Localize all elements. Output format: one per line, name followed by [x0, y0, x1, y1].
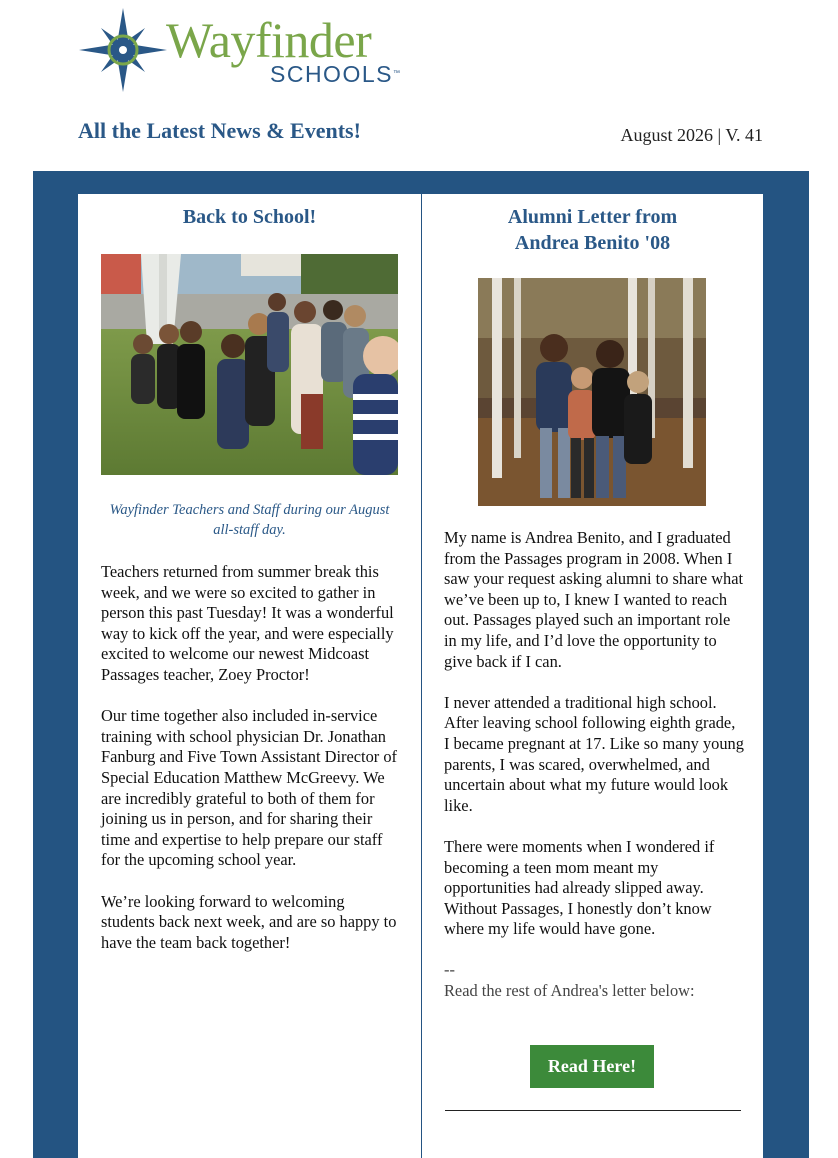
left-column-title: Back to School!	[182, 206, 317, 228]
logo-wordmark: Wayfinder	[166, 12, 372, 68]
read-rest-label: Read the rest of Andrea's letter below:	[444, 981, 695, 1001]
right-paragraph: My name is Andrea Benito, and I graduated from the Passages program in 2008. When I saw your request asking alumni to share what we’ve been up to, I knew I wanted to reach out. Passages played such an important role in my life, and I’d love the opportunity to give back if I can.	[444, 528, 744, 671]
alumni-family-photo[interactable]	[478, 278, 706, 506]
left-paragraph: Teachers returned from summer break this week, and we were so excited to gather in person this past Tuesday! It was a wonderful way to kick off the year, and were especially excited to welcome our newest Midcoast Passages teacher, Zoey Proctor!	[101, 562, 394, 684]
logo-subword	[270, 60, 400, 88]
letter-separator: --	[444, 960, 455, 980]
logo-subword-text: SCHOOLS	[270, 61, 393, 87]
right-title-line1: Alumni Letter from	[507, 206, 678, 228]
section-divider	[445, 1110, 741, 1111]
read-here-button[interactable]: Read Here!	[530, 1045, 654, 1088]
right-column	[422, 194, 763, 1158]
right-paragraph: I never attended a traditional high school. After leaving school following eighth grade, I became pregnant at 17. Like so many young parents, I was scared, overwhelmed, and uncertain about what my future would look like.	[444, 692, 744, 815]
compass-star-icon	[78, 4, 170, 96]
issue-date: August 2026 | V. 41	[620, 125, 763, 145]
right-title-line2: Andrea Benito '08	[514, 232, 671, 254]
left-article-body	[101, 562, 401, 974]
wayfinder-logo[interactable]	[78, 4, 408, 96]
right-article-body	[444, 528, 744, 1002]
family-photo-icon	[478, 278, 706, 506]
right-column-title	[422, 204, 763, 256]
logo-trademark: ™	[392, 70, 400, 77]
newsletter-headline: All the Latest News & Events!	[78, 118, 361, 143]
group-photo-icon	[101, 254, 398, 475]
left-paragraph: Our time together also included in-service training with school physician Dr. Jonathan Fanburg and Five Town Assistant Director of Special Education Matthew McGreevy. We are incredibly grateful to both of them for joining us in person, and for sharing their time and expertise to help prepare our staff for the upcoming school year.	[101, 706, 397, 870]
left-paragraph: We’re looking forward to welcoming students back next week, and are so happy to have the team back together!	[101, 891, 397, 952]
left-column	[78, 194, 421, 1158]
staff-group-photo[interactable]	[101, 254, 398, 475]
right-paragraph: There were moments when I wondered if becoming a teen mom meant my opportunities had already slipped away. Without Passages, I honestly don’t know where my life would have gone.	[444, 836, 715, 939]
photo-caption: Wayfinder Teachers and Staff during our August all-staff day.	[109, 502, 390, 538]
